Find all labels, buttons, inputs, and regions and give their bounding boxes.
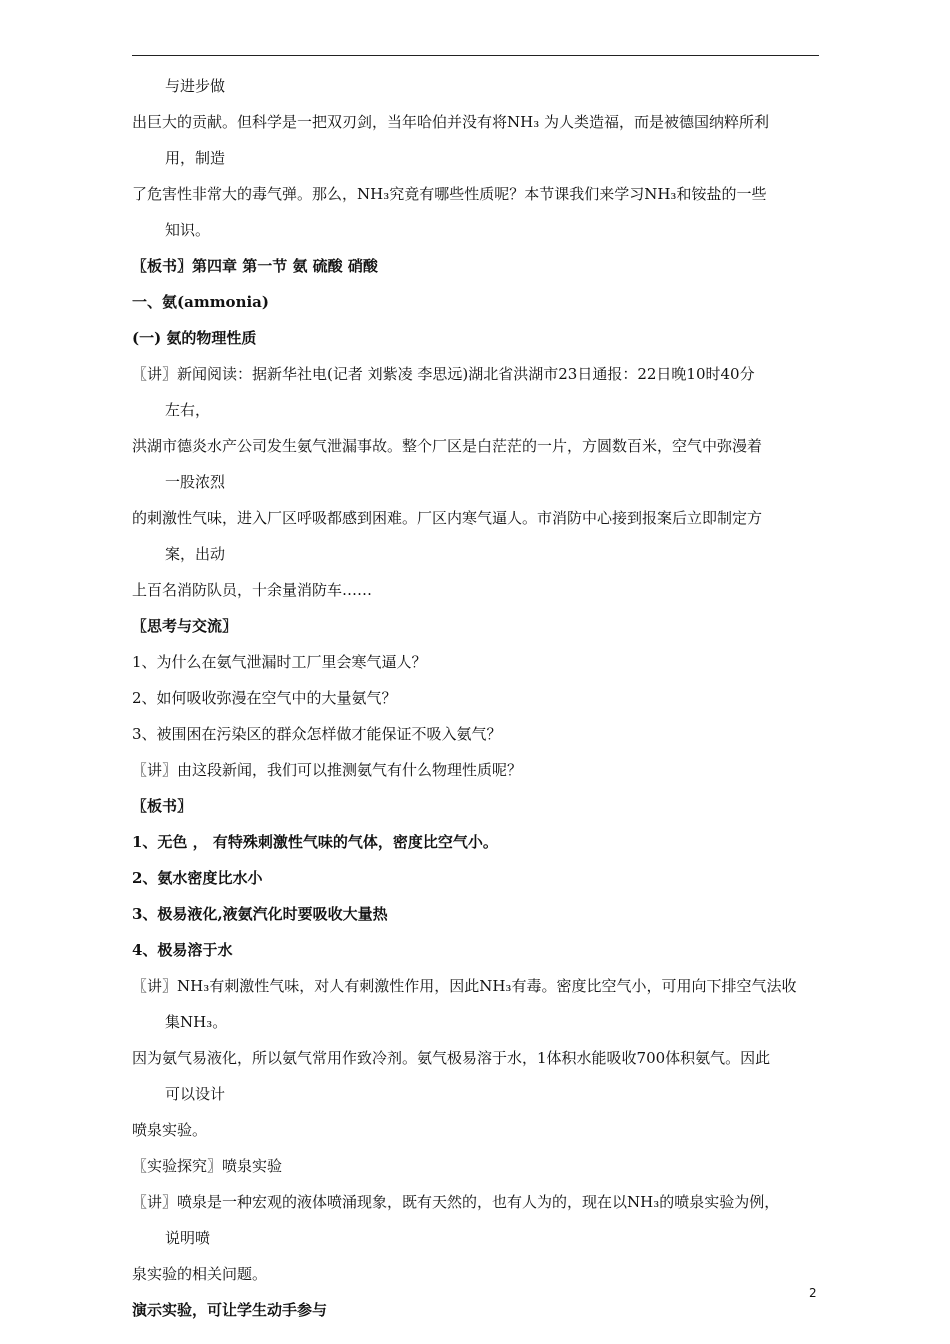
text-line: 左右， <box>165 401 211 419</box>
text-line: 了危害性非常大的毒气弹。那么，NH₃究竟有哪些性质呢？本节课我们来学习NH₃和铵盐的一些 <box>132 185 767 203</box>
page-number: 2 <box>809 1286 817 1300</box>
text-line: 3、极易液化,液氨汽化时要吸收大量热 <box>132 905 388 923</box>
text-line: 〖讲〗喷泉是一种宏观的液体喷涌现象，既有天然的，也有人为的，现在以NH₃的喷泉实验为例， <box>132 1193 780 1211</box>
text-line: 〖板书〗 <box>132 797 193 815</box>
text-line: 喷泉实验。 <box>132 1121 208 1139</box>
text-line: 因为氨气易液化，所以氨气常用作致冷剂。氨气极易溶于水，1体积水能吸收700体积氨气。因此 <box>132 1049 771 1067</box>
text-line: 上百名消防队员，十余量消防车…… <box>132 581 373 599</box>
text-line: 知识。 <box>165 221 211 239</box>
text-line: 集NH₃。 <box>165 1013 228 1031</box>
text-line: 〖实验探究〗喷泉实验 <box>132 1157 283 1175</box>
text-line: 用，制造 <box>165 149 226 167</box>
text-line: 2、如何吸收弥漫在空气中的大量氨气？ <box>132 689 397 707</box>
text-line: 洪湖市德炎水产公司发生氨气泄漏事故。整个厂区是白茫茫的一片，方圆数百米，空气中弥漫着 <box>132 437 763 455</box>
text-line: 4、极易溶于水 <box>132 941 233 959</box>
text-line: 一股浓烈 <box>165 473 226 491</box>
text-line: 〖讲〗NH₃有刺激性气味，对人有刺激性作用，因此NH₃有毒。密度比空气小，可用向下排空气法收 <box>132 977 797 995</box>
text-line: 〖板书〗第四章 第一节 氨 硫酸 硝酸 <box>132 257 378 275</box>
text-line: 泉实验的相关问题。 <box>132 1265 268 1283</box>
text-line: 〖讲〗新闻阅读：据新华社电(记者 刘紫凌 李思远)湖北省洪湖市23日通报：22日晚10时40分 <box>132 365 755 383</box>
text-line: 3、被围困在污染区的群众怎样做才能保证不吸入氨气？ <box>132 725 502 743</box>
text-line: 案，出动 <box>165 545 226 563</box>
text-line: 1、无色 ， 有特殊刺激性气味的气体，密度比空气小。 <box>132 833 498 851</box>
document-body <box>132 68 822 1328</box>
text-line: 的刺激性气味，进入厂区呼吸都感到困难。厂区内寒气逼人。市消防中心接到报案后立即制定方 <box>132 509 763 527</box>
text-line: 〖讲〗由这段新闻，我们可以推测氨气有什么物理性质呢？ <box>132 761 523 779</box>
text-line: 1、为什么在氨气泄漏时工厂里会寒气逼人？ <box>132 653 427 671</box>
text-line: 一、氨(ammonia) <box>132 293 269 311</box>
text-line: 〖思考与交流〗 <box>132 617 238 635</box>
text-line: 可以设计 <box>165 1085 226 1103</box>
text-line: 2、氨水密度比水小 <box>132 869 263 887</box>
text-line: 说明喷 <box>165 1229 211 1247</box>
text-line: 与进步做 <box>165 77 226 95</box>
header-rule <box>132 55 819 56</box>
text-line: 出巨大的贡献。但科学是一把双刃剑，当年哈伯并没有将NH₃ 为人类造福，而是被德国纳粹所利 <box>132 113 769 131</box>
text-line: (一) 氨的物理性质 <box>132 329 257 347</box>
text-line: 演示实验，可让学生动手参与 <box>132 1301 328 1319</box>
